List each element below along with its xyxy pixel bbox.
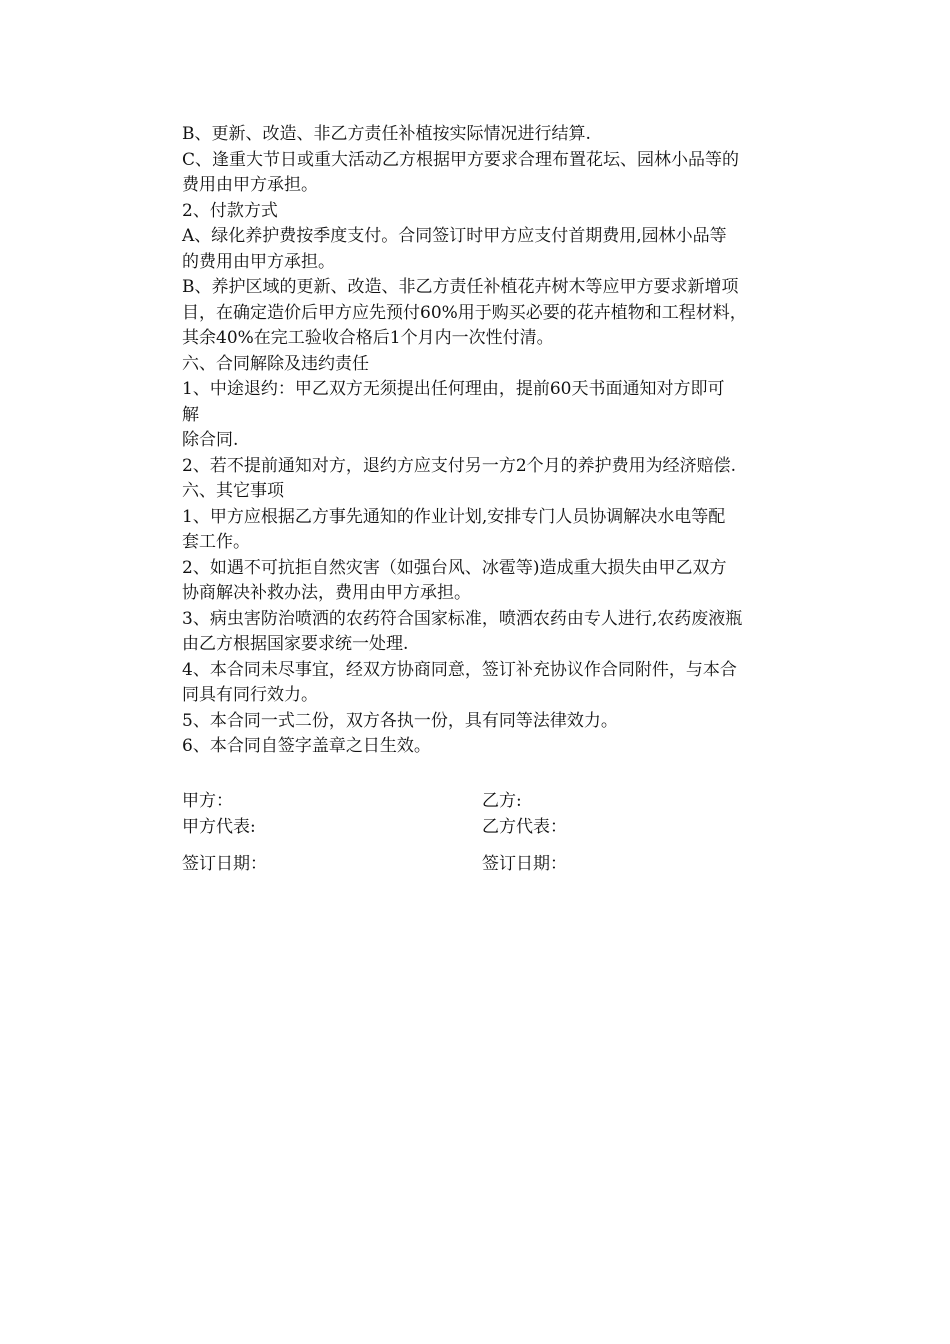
party-a-label: 甲方： bbox=[182, 791, 233, 811]
party-row bbox=[182, 789, 782, 815]
text-line: B、养护区域的更新、改造、非乙方责任补植花卉树木等应甲方要求新增项 bbox=[182, 277, 739, 297]
text-line: 4、本合同未尽事宜，经双方协商同意，签订补充协议作合同附件，与本合 bbox=[182, 659, 737, 680]
text-line: 1、甲方应根据乙方事先通知的作业计划,安排专门人员协调解决水电等配 bbox=[182, 506, 726, 527]
text-line: 同具有同行效力。 bbox=[182, 685, 318, 705]
text-line: 协商解决补救办法，费用由甲方承担。 bbox=[182, 583, 471, 603]
text-line: 的费用由甲方承担。 bbox=[182, 251, 335, 272]
representative-row bbox=[182, 815, 782, 841]
text-line: 目，在确定造价后甲方应先预付60%用于购买必要的花卉植物和工程材料， bbox=[182, 302, 747, 323]
date-row bbox=[182, 852, 782, 878]
section-heading: 六、合同解除及违约责任 bbox=[182, 353, 369, 374]
section-heading: 六、其它事项 bbox=[182, 481, 284, 501]
text-line: 2、如遇不可抗拒自然灾害（如强台风、冰雹等)造成重大损失由甲乙双方 bbox=[182, 557, 727, 578]
signature-block bbox=[182, 789, 782, 878]
text-line: 其余40%在完工验收合格后1个月内一次性付清。 bbox=[182, 328, 554, 348]
section-heading: 2、付款方式 bbox=[182, 200, 278, 221]
party-b-label: 乙方: bbox=[482, 791, 522, 811]
text-line: B、更新、改造、非乙方责任补植按实际情况进行结算. bbox=[182, 124, 591, 144]
party-a-date-label: 签订日期： bbox=[182, 854, 267, 874]
text-line: 5、本合同一式二份，双方各执一份，具有同等法律效力。 bbox=[182, 710, 618, 731]
party-b-representative-label: 乙方代表： bbox=[482, 816, 567, 837]
text-line: 2、若不提前通知对方，退约方应支付另一方2个月的养护费用为经济赔偿. bbox=[182, 455, 737, 476]
contract-body bbox=[182, 122, 822, 760]
text-line: A、绿化养护费按季度支付。合同签订时甲方应支付首期费用,园林小品等 bbox=[182, 226, 727, 246]
text-line: C、逢重大节日或重大活动乙方根据甲方要求合理布置花坛、园林小品等的 bbox=[182, 149, 740, 170]
text-line: 解 bbox=[182, 404, 199, 425]
text-line: 6、本合同自签字盖章之日生效。 bbox=[182, 736, 431, 756]
text-line: 套工作。 bbox=[182, 532, 250, 552]
party-a-representative-label: 甲方代表: bbox=[182, 816, 256, 837]
text-line: 费用由甲方承担。 bbox=[182, 175, 318, 195]
text-line: 除合同. bbox=[182, 430, 239, 450]
text-line: 3、病虫害防治喷洒的农药符合国家标准，喷洒农药由专人进行,农药废液瓶 bbox=[182, 608, 743, 629]
party-b-date-label: 签订日期： bbox=[482, 854, 567, 874]
text-line: 由乙方根据国家要求统一处理. bbox=[182, 634, 409, 654]
text-line: 1、中途退约：甲乙双方无须提出任何理由，提前60天书面通知对方即可 bbox=[182, 379, 725, 399]
